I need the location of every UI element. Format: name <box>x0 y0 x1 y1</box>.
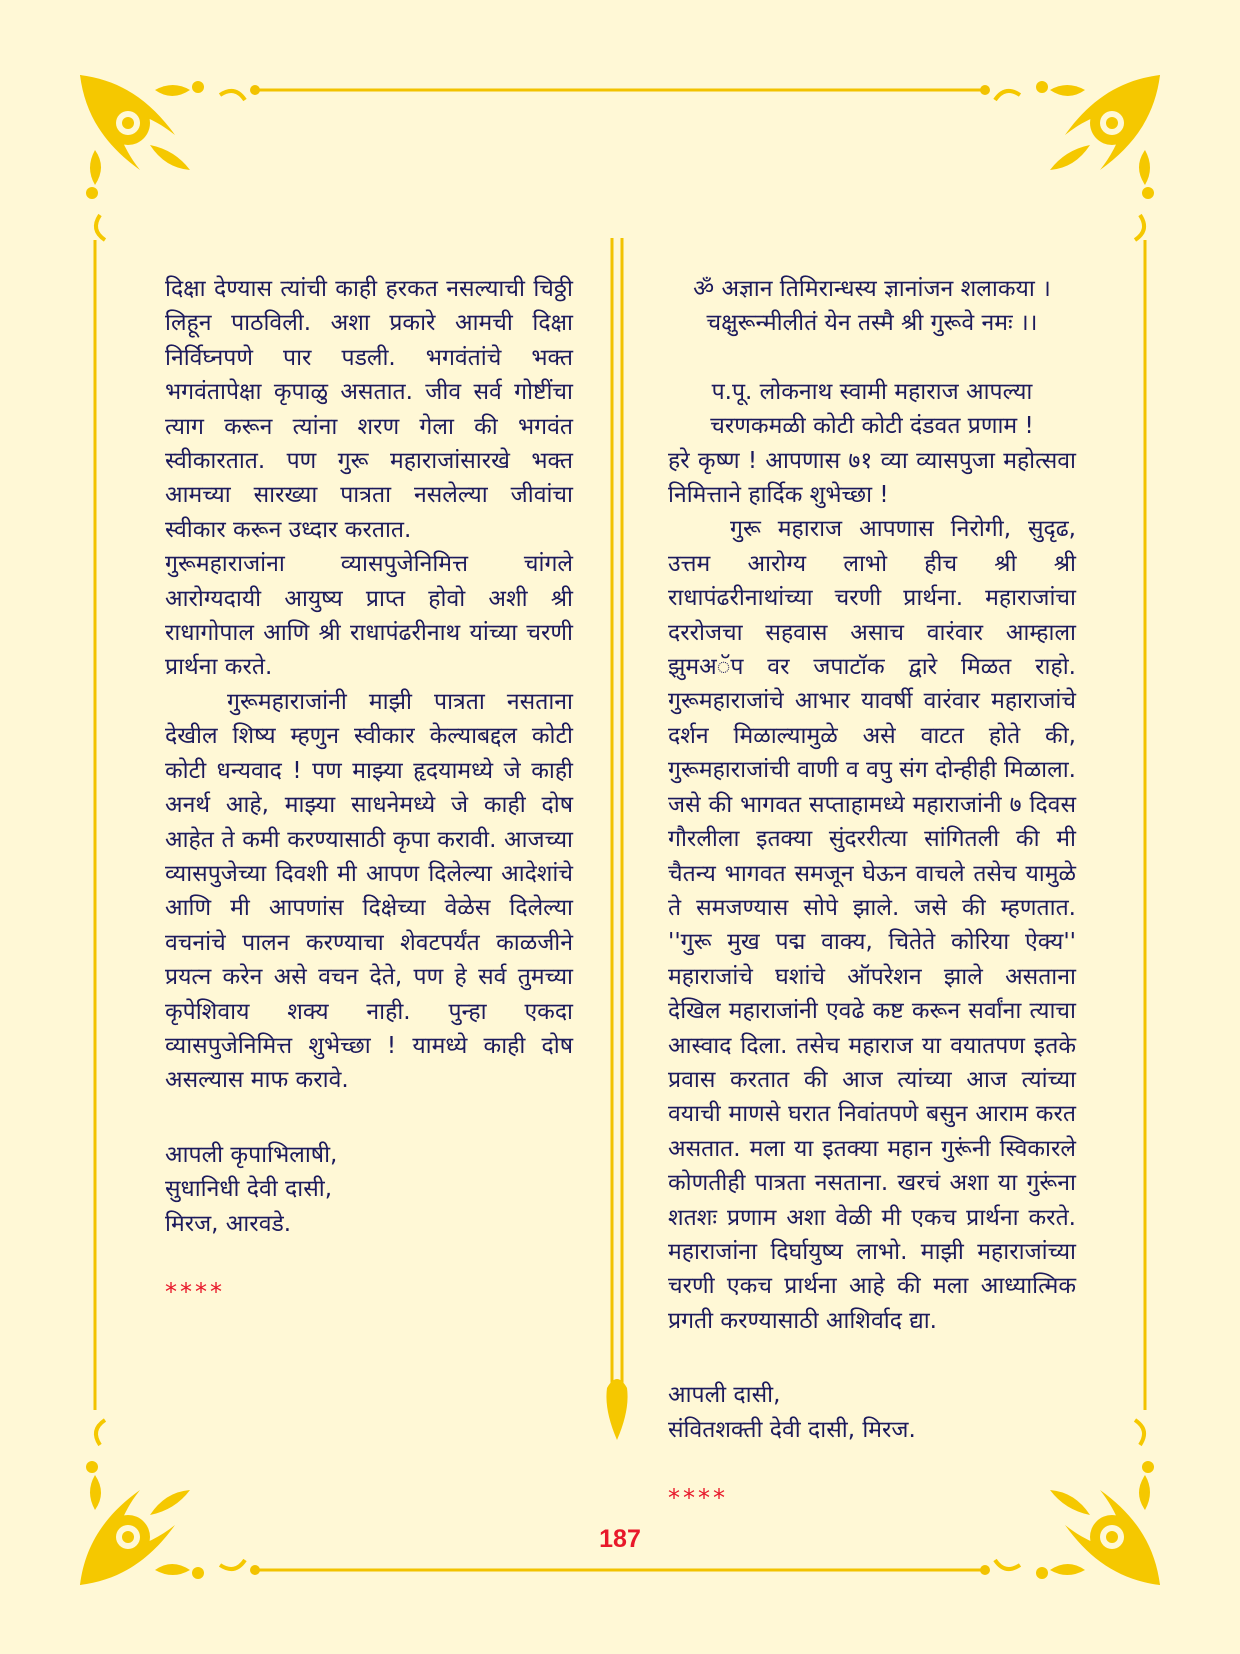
text-line: गुरूमहाराजांनी माझी पात्रता नसताना <box>227 688 573 715</box>
shloka-line: ॐ अज्ञान तिमिरान्धस्य ज्ञानांजन शलाकया । <box>693 276 1051 302</box>
stars-separator: **** <box>165 1277 225 1306</box>
text-line: राधागोपाल आणि श्री राधापंढरीनाथ यांच्या चरणी <box>165 620 573 647</box>
text-line: असतात. मला या इतक्या महान गुरूंनी स्विकारले <box>668 1135 1076 1162</box>
text-line: उत्तम आरोग्य लाभो हीच श्री श्री <box>668 550 1076 577</box>
text-line: आणि मी आपणांस दिक्षेच्या वेळेस दिलेल्या <box>165 895 573 922</box>
text-line: आस्वाद दिला. तसेच महाराज या वयातपण इतके <box>668 1032 1076 1059</box>
text-line: भगवंतापेक्षा कृपाळु असतात. जीव सर्व गोष्टींचा <box>165 379 573 406</box>
left-column <box>165 272 573 1309</box>
text-line: दर्शन मिळाल्यामुळे असे वाटत होते की, <box>668 722 1076 749</box>
text-line: चरणी एकच प्रार्थना आहे की मला आध्यात्मिक <box>668 1273 1076 1300</box>
text-line: ''गुरू मुख पद्म वाक्य, चितेते कोरिया ऐक्य'' <box>668 929 1076 956</box>
text-line: प्रगती करण्यासाठी आशिर्वाद द्या. <box>668 1307 937 1334</box>
greeting-line: चरणकमळी कोटी कोटी दंडवत प्रणाम ! <box>710 413 1034 440</box>
text-line: चैतन्य भागवत समजून घेऊन वाचले तसेच यामुळे <box>668 860 1076 887</box>
signature-line: आपली दासी, <box>668 1382 781 1409</box>
greeting-line: निमित्ताने हार्दिक शुभेच्छा ! <box>668 482 889 509</box>
text-line: आहेत ते कमी करण्यासाठी कृपा करावी. आजच्या <box>165 826 573 853</box>
signature-line: संवितशक्ती देवी दासी, मिरज. <box>668 1416 916 1443</box>
text-line: त्याग करून त्यांना शरण गेला की भगवंत <box>165 413 573 440</box>
text-line: देखिल महाराजांनी एवढे कष्ट करून सर्वांना त्याचा <box>668 998 1076 1025</box>
text-line: कृपेशिवाय शक्य नाही. पुन्हा एकदा <box>165 998 573 1025</box>
text-line: देखील शिष्य म्हणुन स्वीकार केल्याबद्दल कोटी <box>165 723 573 750</box>
text-line: आरोग्यदायी आयुष्य प्राप्त होवो अशी श्री <box>165 585 573 612</box>
text-line: महाराजांचे घशांचे ऑपरेशन झाले असताना <box>668 963 1076 990</box>
text-line: व्यासपुजेच्या दिवशी मी आपण दिलेल्या आदेशांचे <box>165 860 573 887</box>
text-line: शतशः प्रणाम अशा वेळी मी एकच प्रार्थना करते. <box>668 1204 1076 1231</box>
greeting-line: हरे कृष्ण ! आपणास ७१ व्या व्यासपुजा महोत्सवा <box>668 447 1076 474</box>
text-line: प्रयत्न करेन असे वचन देते, पण हे सर्व तुमच्या <box>165 964 573 991</box>
text-line: जसे की भागवत सप्ताहामध्ये महाराजांनी ७ दिवस <box>668 791 1076 818</box>
text-line: गुरूमहाराजांचे आभार यावर्षी वारंवार महाराजांचे <box>668 688 1076 715</box>
text-line: कोटी धन्यवाद ! पण माझ्या हृदयामध्ये जे काही <box>165 757 573 784</box>
text-line: वचनांचे पालन करण्याचा शेवटपर्यंत काळजीने <box>165 929 573 956</box>
text-line: गुरू महाराज आपणास निरोगी, सुदृढ, <box>730 516 1076 543</box>
text-line: लिहून पाठविली. अशा प्रकारे आमची दिक्षा <box>165 310 573 337</box>
text-line: स्वीकारतात. पण गुरू महाराजांसारखे भक्त <box>165 448 573 475</box>
text-line: व्यासपुजेनिमित्त शुभेच्छा ! यामध्ये काही दोष <box>165 1032 573 1059</box>
text-line: असल्यास माफ करावे. <box>165 1067 349 1094</box>
text-line: अनर्थ आहे, माझ्या साधनेमध्ये जे काही दोष <box>165 792 573 819</box>
signature-line: मिरज, आरवडे. <box>165 1210 292 1237</box>
signature-line: आपली कृपाभिलाषी, <box>165 1141 338 1168</box>
signature-line: सुधानिधी देवी दासी, <box>165 1176 333 1203</box>
text-line: राधापंढरीनाथांच्या चरणी प्रार्थना. महाराजांचा <box>668 585 1076 612</box>
text-line: आमच्या सारख्या पात्रता नसलेल्या जीवांचा <box>165 482 573 509</box>
text-line: कोणतीही पात्रता नसताना. खरचं अशा या गुरूंना <box>668 1170 1076 1197</box>
text-line: प्रार्थना करते. <box>165 654 273 681</box>
stars-separator: **** <box>668 1484 728 1512</box>
page-number: 187 <box>599 1525 641 1553</box>
text-line: महाराजांना दिर्घायुष्य लाभो. माझी महाराजांच्या <box>668 1238 1076 1265</box>
greeting-line: प.पू. लोकनाथ स्वामी महाराज आपल्या <box>711 378 1033 405</box>
text-line: झुमअॅप वर जपाटॉक द्वारे मिळत राहो. <box>668 654 1076 681</box>
text-line: गौरलीला इतक्या सुंदररीत्या सांगितली की मी <box>668 826 1076 853</box>
text-line: दिक्षा देण्यास त्यांची काही हरकत नसल्याची चिठ्ठी <box>165 276 573 302</box>
text-line: दररोजचा सहवास असाच वारंवार आम्हाला <box>668 619 1076 646</box>
text-line: ते समजण्यास सोपे झाले. जसे की म्हणतात. <box>668 894 1076 921</box>
right-column <box>668 272 1076 1515</box>
text-line: गुरूमहाराजांची वाणी व वपु संग दोन्हीही मिळाला. <box>668 757 1076 784</box>
text-line: गुरूमहाराजांना व्यासपुजेनिमित्त चांगले <box>165 551 573 578</box>
text-line: वयाची माणसे घरात निवांतपणे बसुन आराम करत <box>668 1101 1076 1128</box>
text-line: निर्विघ्नपणे पार पडली. भगवंतांचे भक्त <box>165 344 573 371</box>
text-line: प्रवास करतात की आज त्यांच्या आज त्यांच्या <box>668 1066 1076 1093</box>
text-line: स्वीकार करून उध्दार करतात. <box>165 516 412 543</box>
shloka-line: चक्षुरून्मीलीतं येन तस्मै श्री गुरूवे नमः ।। <box>706 310 1038 337</box>
